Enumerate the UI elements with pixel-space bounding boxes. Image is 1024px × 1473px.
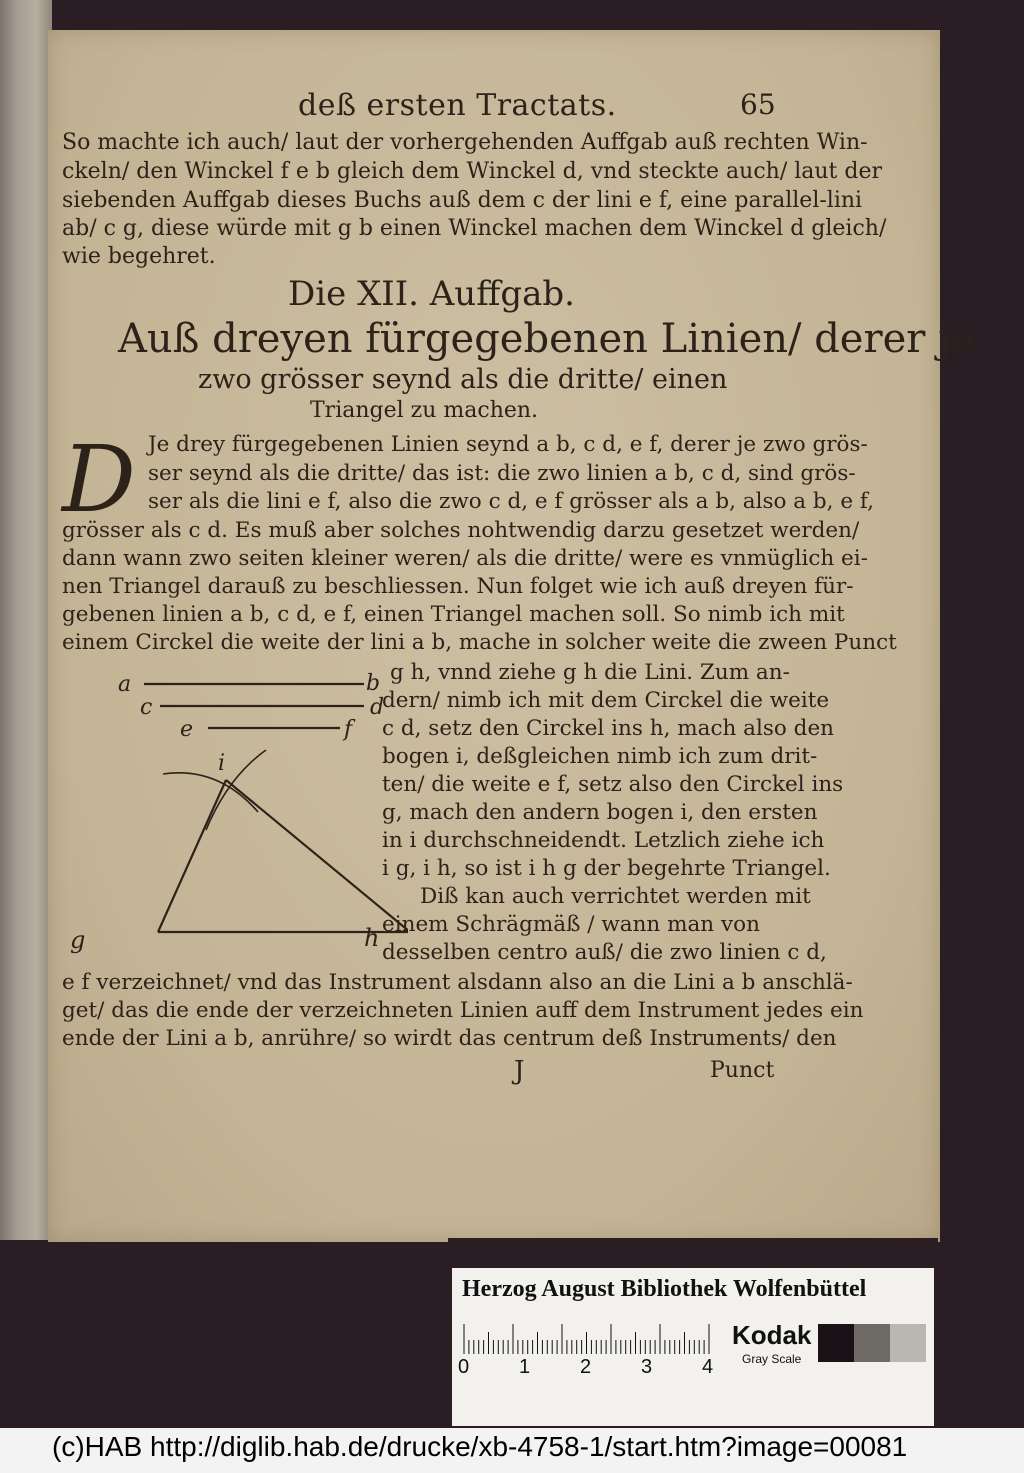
- book-page: [48, 30, 975, 1242]
- body-line-6: nen Triangel darauß zu beschliessen. Nun folget wie ich auß dreyen für-: [62, 574, 854, 599]
- catchword: Punct: [710, 1058, 775, 1083]
- label-g: g: [70, 926, 86, 954]
- label-a: a: [118, 672, 132, 697]
- body-line-5: dann wann zwo seiten kleiner weren/ als die dritte/ were es vnmüglich ei-: [62, 546, 868, 571]
- label-h: h: [364, 924, 380, 952]
- gray-swatch-3: [890, 1324, 926, 1362]
- ruler-number-2: 2: [580, 1356, 592, 1378]
- intro-line-5: wie begehret.: [62, 244, 216, 269]
- library-name: Herzog August Bibliothek Wolfenbüttel: [462, 1276, 867, 1302]
- source-url: (c)HAB http://diglib.hab.de/drucke/xb-4758-1/start.htm?image=00081: [52, 1431, 908, 1462]
- problem-title-line-3: Triangel zu machen.: [310, 398, 539, 423]
- narrow-line-1: g h, vnnd ziehe g h die Lini. Zum an-: [390, 660, 790, 685]
- facing-page-edge: [0, 0, 52, 1240]
- arc-from-g: [206, 750, 266, 830]
- ruler-number-0: 0: [458, 1356, 470, 1378]
- page-number: 65: [740, 88, 776, 121]
- narrow-line-7: in i durchschneidendt. Letzlich ziehe ich: [382, 828, 825, 853]
- problem-title-line-1: Auß dreyen fürgegebenen Linien/ derer je: [118, 316, 975, 362]
- triangle-side-gi: [158, 780, 226, 932]
- body-line-3: ser als die lini e f, also die zwo c d, e f grösser als a b, also a b, e f,: [148, 489, 874, 514]
- label-d: d: [370, 695, 385, 720]
- intro-line-1: So machte ich auch/ laut der vorhergehenden Auffgab auß rechten Win-: [62, 130, 868, 155]
- gray-swatch-4: [926, 1324, 932, 1362]
- ruler-number-3: 3: [641, 1356, 653, 1378]
- label-b: b: [366, 671, 381, 696]
- label-e: e: [180, 717, 194, 742]
- intro-line-2: ckeln/ den Winckel f e b gleich dem Winckel d, vnd steckte auch/ laut der: [62, 159, 883, 184]
- end-line-1: e f verzeichnet/ vnd das Instrument alsdann also an die Lini a b anschlä-: [62, 970, 853, 995]
- gray-swatch-1: [818, 1324, 854, 1362]
- label-i: i: [218, 751, 226, 776]
- body-line-2: ser seynd als die dritte/ das ist: die zwo linien a b, c d, sind grös-: [148, 461, 856, 486]
- kodak-logo: Kodak: [732, 1320, 812, 1350]
- scale-ruler: [460, 1318, 714, 1354]
- signature-mark: J: [514, 1056, 525, 1086]
- narrow-line-4: bogen i, deßgleichen nimb ich zum drit-: [382, 744, 818, 769]
- narrow-line-9: Diß kan auch verrichtet werden mit: [420, 884, 811, 909]
- label-c: c: [140, 695, 153, 720]
- narrow-line-5: ten/ die weite e f, setz also den Circkel ins: [382, 772, 844, 797]
- body-line-8: einem Circkel die weite der lini a b, mache in solcher weite die zween Punct: [62, 630, 897, 655]
- body-line-7: gebenen linien a b, c d, e f, einen Triangel machen soll. So nimb ich mit: [62, 602, 845, 627]
- intro-line-3: siebenden Auffgab dieses Buchs auß dem c der lini e f, eine parallel-lini: [62, 188, 863, 213]
- problem-title-line-2: zwo grösser seynd als die dritte/ einen: [198, 364, 728, 395]
- ruler-number-1: 1: [519, 1356, 531, 1378]
- ruler-number-4: 4: [702, 1356, 714, 1378]
- narrow-line-2: dern/ nimb ich mit dem Circkel die weite: [382, 688, 830, 713]
- narrow-line-11: desselben centro auß/ die zwo linien c d,: [382, 940, 827, 965]
- narrow-line-8: i g, i h, so ist i h g der begehrte Triangel.: [382, 856, 831, 881]
- narrow-line-3: c d, setz den Circkel ins h, mach also den: [382, 716, 835, 741]
- triangle-side-hi: [226, 780, 408, 932]
- end-line-3: ende der Lini a b, anrühre/ so wirdt das centrum deß Instruments/ den: [62, 1026, 837, 1051]
- narrow-line-10: einem Schrägmäß / wann man von: [382, 912, 760, 937]
- problem-heading: Die XII. Auffgab.: [288, 274, 575, 314]
- arc-from-h: [163, 773, 258, 812]
- gray-scale-caption: Gray Scale: [742, 1352, 802, 1366]
- intro-line-4: ab/ c g, diese würde mit g b einen Winckel machen dem Winckel d gleich/: [62, 216, 887, 241]
- body-line-4: grösser als c d. Es muß aber solches nohtwendig darzu gesetzet werden/: [62, 518, 860, 543]
- triangle-construction-figure: [108, 662, 408, 942]
- end-line-2: get/ das die ende der verzeichneten Linien auff dem Instrument jedes ein: [62, 998, 864, 1023]
- narrow-line-6: g, mach den andern bogen i, den ersten: [382, 800, 818, 825]
- drop-cap: D: [62, 426, 136, 533]
- running-head: deß ersten Tractats.: [298, 88, 617, 123]
- label-f: f: [344, 717, 353, 742]
- gray-swatch-2: [854, 1324, 890, 1362]
- body-line-1: Je drey fürgegebenen Linien seynd a b, c d, e f, derer je zwo grös-: [148, 432, 868, 457]
